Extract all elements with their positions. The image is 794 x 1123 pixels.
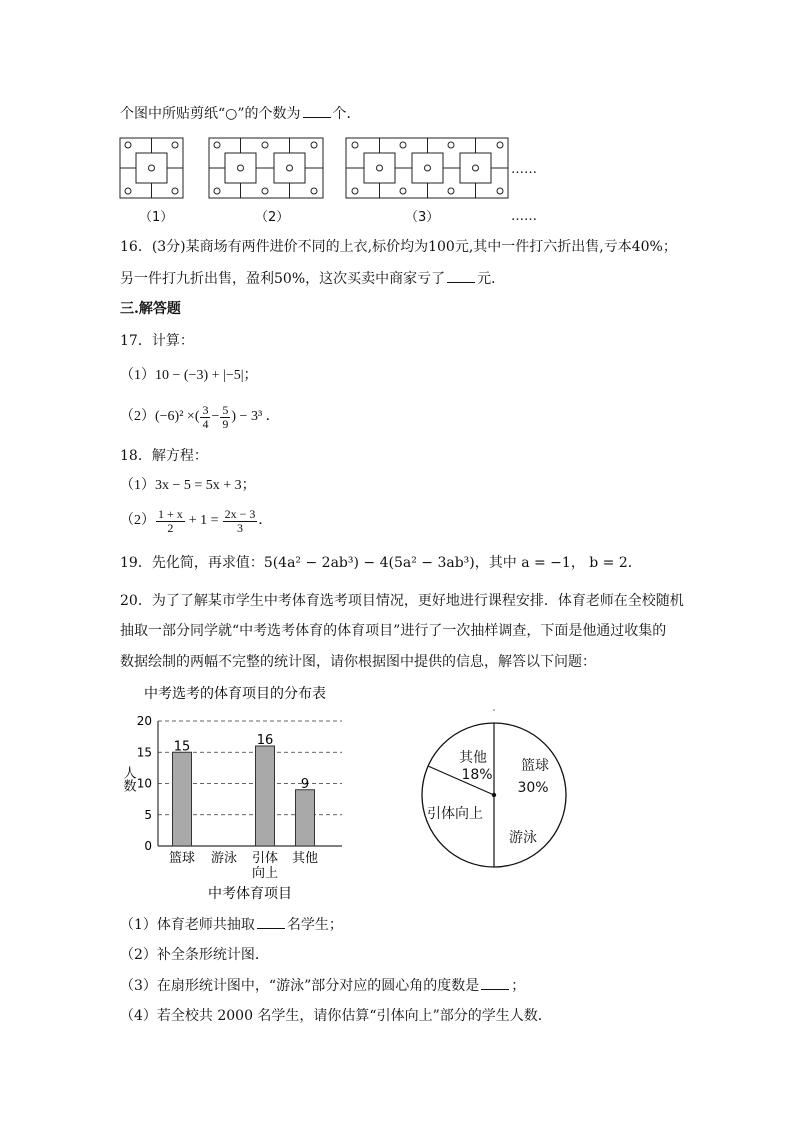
part-label: （2） [120, 513, 155, 528]
bar [256, 746, 275, 846]
fraction-den: 9 [222, 416, 229, 431]
q20-sub3 [120, 975, 525, 996]
q20-sub2: （2）补全条形统计图． [120, 947, 269, 963]
q17-part1 [120, 366, 258, 386]
q20-sub4: （4）若全校共 2000 名学生，请你估算“引体向上”部分的学生人数． [120, 1008, 552, 1024]
expression: 10 − (−3) + |−5|； [155, 368, 258, 383]
q19-text: 19．先化简，再求值：5(4a² − 2ab³) − 4(5a² − 3ab³)，其中 a = −1， b = 2． [120, 555, 642, 571]
x-axis-label: 中考体育项目 [208, 886, 292, 902]
q20-sub1-end: 名学生； [286, 917, 343, 933]
fraction [223, 508, 258, 535]
y-tick-label: 20 [136, 714, 152, 728]
bar [173, 752, 192, 846]
pattern-1 [120, 138, 183, 198]
pattern-label-3: （3） [405, 210, 440, 225]
fraction-den: 4 [202, 416, 209, 431]
fraction [220, 404, 230, 431]
q15-text: 个图中所贴剪纸“○”的个数为 [120, 106, 301, 122]
q16-text: 另一件打九折出售，盈利50%，这次买卖中商家亏了 [120, 271, 446, 287]
bar-data-label: 9 [300, 776, 310, 792]
x-tick-label: 引体 [251, 851, 279, 866]
q20-sub1-text: （1）体育老师共抽取 [120, 917, 255, 933]
expression-pre: (−6)² ×( [155, 409, 200, 424]
pie-slice-percent-basketball: 30% [517, 780, 549, 796]
q20-sub1 [120, 914, 343, 935]
pattern-ellipsis-bottom: …… [511, 209, 537, 224]
pie-chart [415, 700, 585, 880]
pattern-label-2: （2） [255, 210, 290, 225]
answer-blank [481, 975, 509, 990]
x-tick-label: 向上 [251, 866, 279, 881]
pie-slice-label-swimming: 游泳 [509, 830, 537, 846]
fraction [200, 404, 210, 431]
q20-sub3-text: （3）在扇形统计图中，“游泳”部分对应的圆心角的度数是 [120, 978, 480, 994]
q20-line1: 20．为了了解某市学生中考体育选考项目情况，更好地进行课程安排．体育老师在全校随机 [120, 593, 684, 609]
q16-line2 [120, 268, 505, 289]
fraction-num: 2x − 3 [224, 506, 256, 521]
q16-line1: 16．(3分)某商场有两件进价不同的上衣,标价均为100元,其中一件打六折出售,亏本40%； [120, 239, 677, 255]
pattern-label-1: （1） [139, 210, 174, 225]
q16-text-end: 元． [477, 271, 506, 287]
pie-slice-percent-other: 18% [461, 767, 493, 783]
answer-blank [447, 268, 475, 283]
fraction-num: 5 [222, 402, 229, 417]
answer-blank [257, 914, 285, 929]
bar-data-label: 15 [173, 739, 191, 755]
section-3-title: 三.解答题 [120, 301, 181, 317]
pattern-3 [346, 138, 508, 198]
x-tick-label: 篮球 [168, 851, 196, 866]
pie-top-dot [493, 709, 495, 711]
x-tick-label: 游泳 [210, 851, 238, 866]
y-tick-label: 0 [144, 839, 152, 853]
fraction-den: 2 [167, 520, 174, 535]
operator: + 1 = [188, 513, 219, 528]
q20-sub3-end: ； [511, 978, 526, 994]
bar-chart [110, 680, 360, 905]
fraction-num: 1 + x [158, 506, 183, 521]
fraction-den: 3 [236, 520, 243, 535]
answer-blank [303, 103, 331, 118]
expression-post: ) − 3³ ． [231, 409, 280, 424]
pie-slice-label-pullup: 引体向上 [427, 806, 483, 822]
pattern-ellipsis: …… [511, 162, 537, 177]
fraction [156, 508, 185, 535]
bar-data-label: 16 [256, 733, 274, 748]
operator: − [211, 409, 220, 424]
chart-title: 中考选考的体育项目的分布表 [144, 686, 326, 702]
expression: 3x − 5 = 5x + 3； [155, 478, 256, 493]
expression-post: ． [258, 513, 273, 528]
pie-slice-label-other: 其他 [459, 750, 487, 766]
q15-text-end: 个． [332, 106, 361, 122]
q18-part2 [120, 505, 272, 537]
y-axis-label: 人数 [120, 766, 136, 792]
q20-line2: 抽取一部分同学就“中考选考体育的体育项目”进行了一次抽样调查，下面是他通过收集的 [120, 623, 667, 639]
q18-part1 [120, 476, 256, 496]
paper-cut-pattern-figure [115, 133, 555, 233]
q18-title: 18．解方程： [120, 448, 208, 464]
part-label: （1） [120, 478, 155, 493]
y-tick-label: 5 [144, 807, 152, 822]
pie-center [492, 793, 496, 797]
fraction-num: 3 [202, 402, 209, 417]
part-label: （1） [120, 368, 155, 383]
pie-slice-label-basketball: 篮球 [521, 758, 549, 774]
x-tick-label: 其他 [291, 851, 319, 866]
q17-part2 [120, 401, 280, 433]
y-tick-label: 15 [136, 745, 152, 760]
q17-title: 17．计算： [120, 333, 194, 349]
pattern-2 [209, 138, 323, 198]
bar [296, 790, 315, 846]
y-tick-label: 10 [136, 776, 152, 791]
q20-line3: 数据绘制的两幅不完整的统计图，请你根据图中提供的信息，解答以下问题： [120, 654, 596, 670]
q15-tail [120, 103, 361, 124]
part-label: （2） [120, 409, 155, 424]
